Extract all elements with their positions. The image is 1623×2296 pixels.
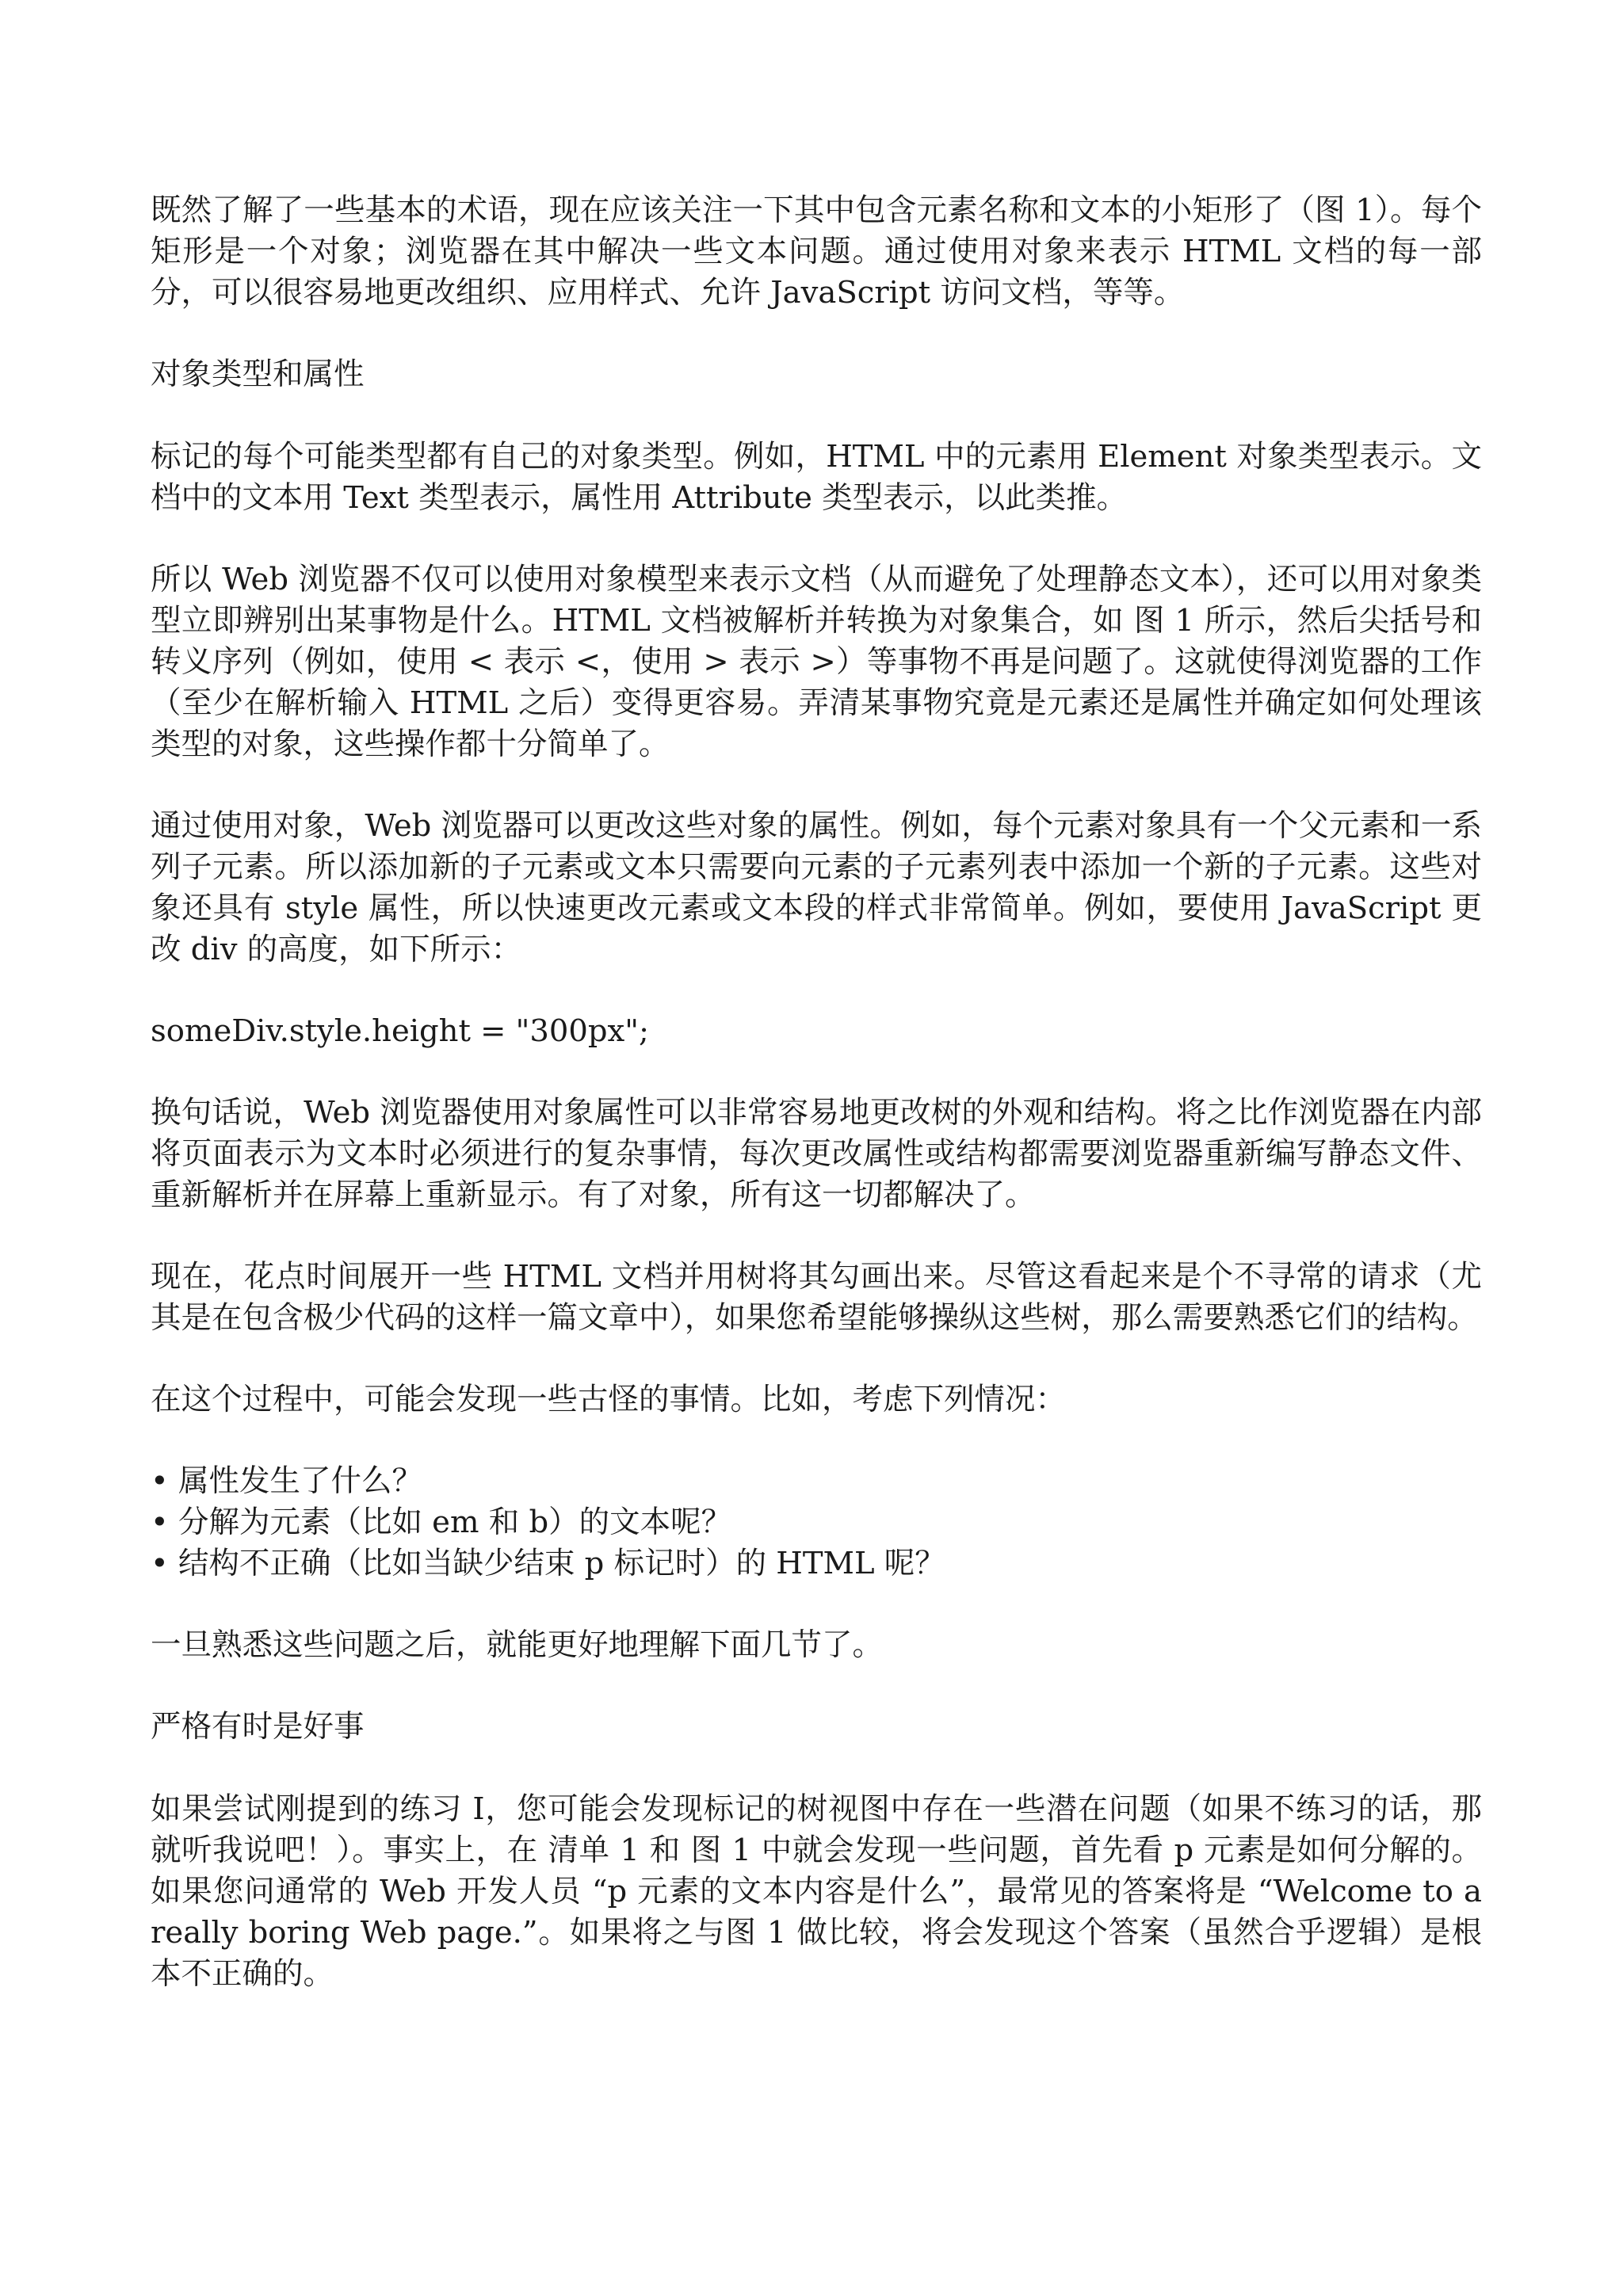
paragraph-object-properties: 通过使用对象，Web 浏览器可以更改这些对象的属性。例如，每个元素对象具有一个父元素和一系列子元素。所以添加新的子元素或文本只需要向元素的子元素列表中添加一个新的子元素。这些对象还具有 style 属性，所以快速更改元素或文本段的样式非常简单。例如，要使用 JavaScript 更改 div 的高度，如下所示： <box>151 808 1482 967</box>
section-heading-strictness: 严格有时是好事 <box>151 1709 365 1745</box>
paragraph-once-familiar: 一旦熟悉这些问题之后，就能更好地理解下面几节了。 <box>151 1627 884 1663</box>
list-item: • 属性发生了什么？ <box>151 1463 422 1499</box>
list-item: • 结构不正确（比如当缺少结束 p 标记时）的 HTML 呢？ <box>151 1546 945 1581</box>
paragraph-object-types: 标记的每个可能类型都有自己的对象类型。例如，HTML 中的元素用 Element 对象类型表示。文档中的文本用 Text 类型表示，属性用 Attribute 类型表示，以此类推。 <box>151 439 1482 516</box>
bullet-list <box>151 1461 1482 1585</box>
paragraph-intro: 既然了解了一些基本的术语，现在应该关注一下其中包含元素名称和文本的小矩形了（图 1）。每个矩形是一个对象；浏览器在其中解决一些文本问题。通过使用对象来表示 HTML 文档的每一部分，可以很容易地更改组织、应用样式、允许 JavaScript 访问文档，等等。 <box>151 193 1482 311</box>
list-item: • 分解为元素（比如 em 和 b）的文本呢？ <box>151 1505 732 1540</box>
code-snippet: someDiv.style.height = "300px"; <box>151 1013 649 1049</box>
paragraph-browser-object-model: 所以 Web 浏览器不仅可以使用对象模型来表示文档（从而避免了处理静态文本），还可以用对象类型立即辨别出某事物是什么。HTML 文档被解析并转换为对象集合，如 图 1 所示，然后尖括号和转义序列（例如，使用 < 表示 <，使用 > 表示 >）等事物不再是问题了。这就使得浏览器的工作（至少在解析输入 HTML 之后）变得更容易。弄清某事物究竟是元素还是属性并确定如何处理该类型的对象，这些操作都十分简单了。 <box>151 562 1482 762</box>
section-heading-object-types: 对象类型和属性 <box>151 357 365 392</box>
paragraph-in-other-words: 换句话说，Web 浏览器使用对象属性可以非常容易地更改树的外观和结构。将之比作浏览器在内部将页面表示为文本时必须进行的复杂事情，每次更改属性或结构都需要浏览器重新编写静态文件、重新解析并在屏幕上重新显示。有了对象，所有这一切都解决了。 <box>151 1095 1482 1213</box>
document-page <box>151 190 1482 2035</box>
paragraph-exercise: 如果尝试刚提到的练习 I，您可能会发现标记的树视图中存在一些潜在问题（如果不练习的话，那就听我说吧！）。事实上，在 清单 1 和 图 1 中就会发现一些问题，首先看 p 元素是如何分解的。如果您问通常的 Web 开发人员 “p 元素的文本内容是什么”，最常见的答案将是 “Welcome to a really boring Web page.”。如果将之与图 1 做比较，将会发现这个答案（虽然合乎逻辑）是根本不正确的。 <box>151 1791 1482 1992</box>
paragraph-oddities: 在这个过程中，可能会发现一些古怪的事情。比如，考虑下列情况： <box>151 1382 1067 1417</box>
paragraph-tree-sketch: 现在，花点时间展开一些 HTML 文档并用树将其勾画出来。尽管这看起来是个不寻常的请求（尤其是在包含极少代码的这样一篇文章中），如果您希望能够操纵这些树，那么需要熟悉它们的结构。 <box>151 1259 1482 1336</box>
